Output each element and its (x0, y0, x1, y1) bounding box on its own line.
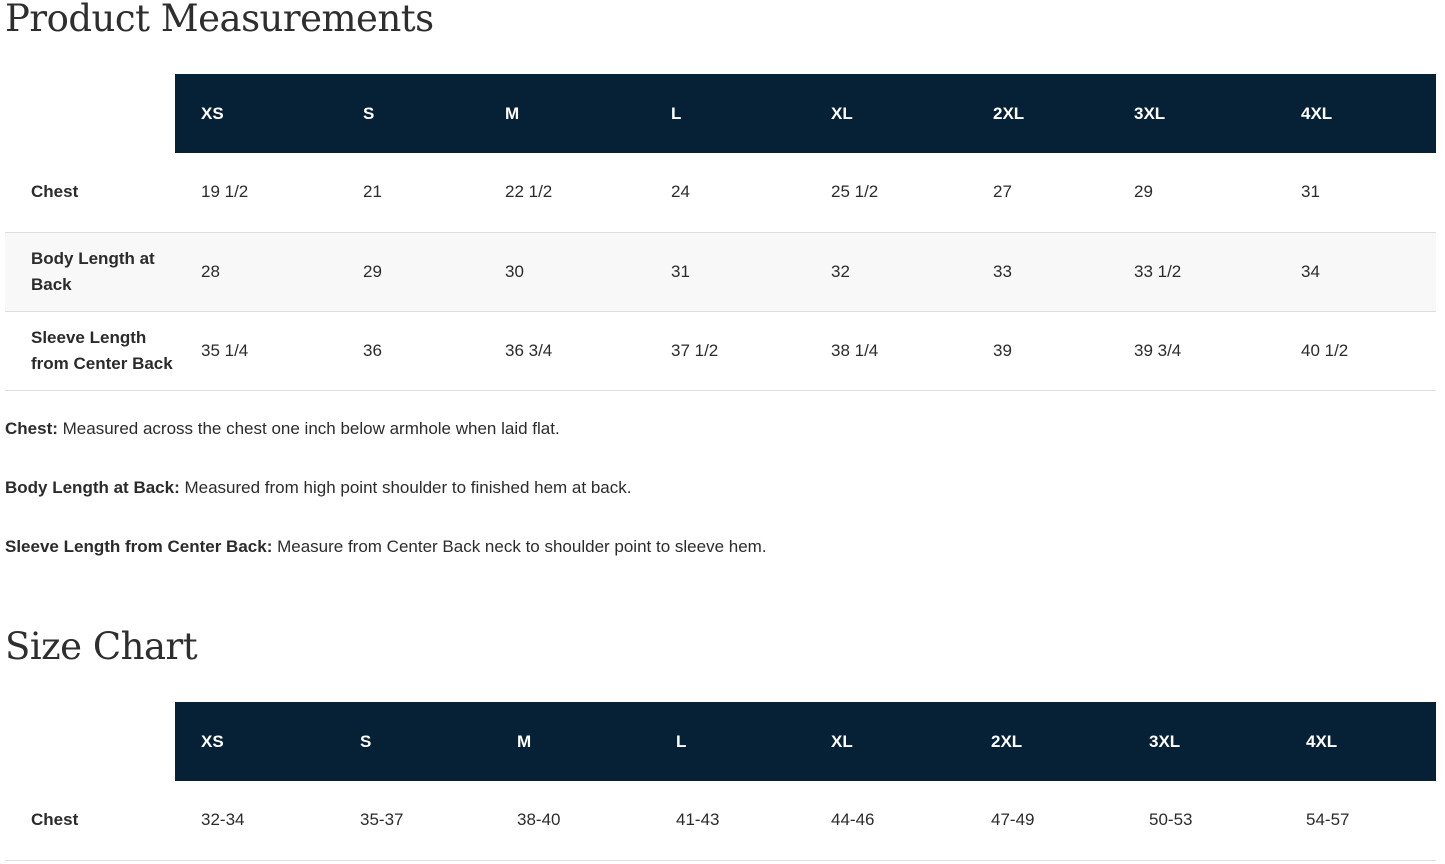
table-cell: 19 1/2 (201, 182, 249, 202)
row-label-chest: Chest (31, 182, 79, 202)
size-header: 4XL (1275, 74, 1436, 153)
note-sleeve-length (5, 536, 767, 557)
table-cell: 28 (175, 232, 337, 311)
table-cell: 40 1/2 (1275, 311, 1436, 390)
size-header: XL (805, 74, 967, 153)
table-cell: 30 (479, 232, 645, 311)
size-chart-title: Size Chart (5, 625, 198, 668)
table-cell: 31 (645, 232, 805, 311)
row-label-sleeve-length: Sleeve Length from Center Back (5, 311, 175, 390)
note-body-length (5, 477, 767, 498)
table-cell: 24 (671, 182, 690, 202)
note-text: Measure from Center Back neck to shoulder point to sleeve hem. (272, 537, 767, 556)
table-cell: 21 (363, 182, 382, 202)
size-header: XS (175, 702, 334, 781)
table-cell: 39 (967, 311, 1108, 390)
header-corner (5, 702, 175, 781)
table-cell: 27 (993, 182, 1012, 202)
table-cell: 22 1/2 (505, 182, 553, 202)
size-header: M (479, 74, 645, 153)
table-cell: 38 1/4 (805, 311, 967, 390)
table-cell: 36 3/4 (479, 311, 645, 390)
size-header: L (645, 74, 805, 153)
row-label-chest: Chest (5, 781, 175, 860)
table-cell: 32 (805, 232, 967, 311)
table-cell: 41-43 (650, 781, 805, 860)
row-label-body-length: Body Length at Back (5, 232, 175, 311)
table-cell: 29 (337, 232, 479, 311)
size-header: 4XL (1280, 702, 1436, 781)
size-chart-table (5, 702, 1436, 861)
table-cell: 47-49 (965, 781, 1123, 860)
table-cell: 39 3/4 (1108, 311, 1275, 390)
table-cell: 34 (1275, 232, 1436, 311)
table-cell: 33 1/2 (1108, 232, 1275, 311)
table-cell: 31 (1301, 182, 1320, 202)
size-header: 2XL (967, 74, 1108, 153)
size-header: M (491, 702, 650, 781)
size-header: 3XL (1123, 702, 1280, 781)
table-header-row (5, 702, 1436, 781)
table-header-row (5, 74, 1436, 153)
table-cell: 50-53 (1123, 781, 1280, 860)
table-cell: 35 1/4 (175, 311, 337, 390)
size-header: L (650, 702, 805, 781)
size-header: XS (175, 74, 337, 153)
note-term: Sleeve Length from Center Back: (5, 537, 273, 556)
table-row (5, 781, 1436, 860)
size-header: 3XL (1108, 74, 1275, 153)
note-term: Chest: (5, 419, 58, 438)
note-text: Measured from high point shoulder to finished hem at back. (179, 478, 632, 497)
table-cell: 33 (967, 232, 1108, 311)
table-cell: 32-34 (175, 781, 334, 860)
size-header: XL (805, 702, 965, 781)
table-cell: 38-40 (491, 781, 650, 860)
table-row (5, 232, 1436, 311)
table-cell: 29 (1134, 182, 1153, 202)
note-term: Body Length at Back: (5, 478, 180, 497)
table-row (5, 311, 1436, 390)
size-header: 2XL (965, 702, 1123, 781)
table-cell: 37 1/2 (645, 311, 805, 390)
product-measurements-title: Product Measurements (5, 0, 434, 40)
table-cell: 36 (337, 311, 479, 390)
product-measurements-table (5, 74, 1436, 391)
table-cell: 54-57 (1280, 781, 1436, 860)
size-header: S (334, 702, 491, 781)
table-cell: 35-37 (334, 781, 491, 860)
table-cell: 44-46 (805, 781, 965, 860)
header-corner (5, 74, 175, 153)
measurement-notes (5, 418, 767, 595)
note-chest (5, 418, 767, 439)
size-header: S (337, 74, 479, 153)
table-cell: 25 1/2 (831, 182, 879, 202)
table-row (5, 153, 1436, 232)
note-text: Measured across the chest one inch below armhole when laid flat. (57, 419, 560, 438)
